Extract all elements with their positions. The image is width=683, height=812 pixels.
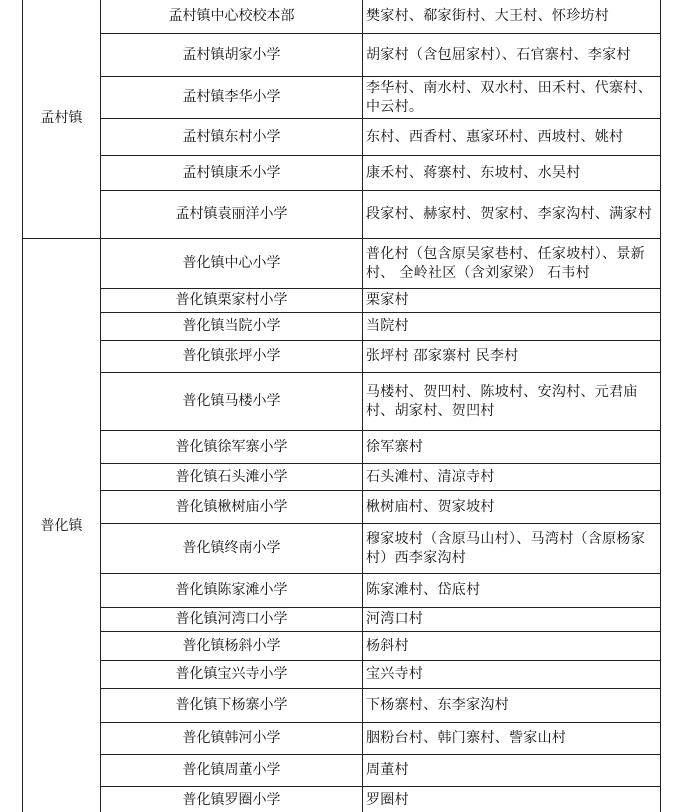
school-name-cell: 孟村镇李华小学 [101, 77, 363, 119]
table-row [23, 524, 661, 574]
service-area-cell: 樊家村、郗家街村、大王村、怀珍坊村 [363, 0, 661, 34]
table-row [23, 119, 661, 156]
school-name-cell: 普化镇栗家村小学 [101, 289, 363, 313]
table-row [23, 239, 661, 289]
table-row [23, 755, 661, 787]
table-row [23, 0, 661, 34]
table-row [23, 373, 661, 431]
table-row [23, 689, 661, 723]
table-row [23, 431, 661, 464]
service-area-cell: 罗圈村 [363, 787, 661, 812]
table-row [23, 723, 661, 755]
service-area-cell: 李华村、南水村、双水村、田禾村、代寨村、中云村。 [363, 77, 661, 119]
town-name-cell: 孟村镇 [23, 0, 101, 239]
table-row [23, 313, 661, 341]
school-name-cell: 普化镇石头滩小学 [101, 464, 363, 491]
service-area-cell: 马楼村、贺凹村、陈坡村、安沟村、元君庙村、胡家村、贺凹村 [363, 373, 661, 431]
service-area-cell: 胭粉台村、韩门寨村、訾家山村 [363, 723, 661, 755]
table-row [23, 77, 661, 119]
service-area-cell: 徐军寨村 [363, 431, 661, 464]
table-row [23, 191, 661, 239]
service-area-cell: 陈家滩村、岱底村 [363, 574, 661, 608]
table-row [23, 156, 661, 191]
service-area-cell: 栗家村 [363, 289, 661, 313]
school-name-cell: 普化镇当院小学 [101, 313, 363, 341]
service-area-cell: 胡家村（含包屈家村）、石官寨村、李家村 [363, 34, 661, 77]
service-area-cell: 周董村 [363, 755, 661, 787]
service-area-cell: 普化村（包含原吴家巷村、任家坡村）、景新村、 全岭社区（含刘家梁） 石韦村 [363, 239, 661, 289]
school-name-cell: 普化镇周董小学 [101, 755, 363, 787]
school-name-cell: 普化镇中心小学 [101, 239, 363, 289]
service-area-cell: 东村、西香村、惠家环村、西坡村、姚村 [363, 119, 661, 156]
table-body [23, 0, 661, 812]
school-name-cell: 普化镇陈家滩小学 [101, 574, 363, 608]
school-name-cell: 普化镇马楼小学 [101, 373, 363, 431]
school-name-cell: 孟村镇中心校校本部 [101, 0, 363, 34]
service-area-cell: 河湾口村 [363, 608, 661, 632]
school-name-cell: 普化镇楸树庙小学 [101, 491, 363, 524]
table-row [23, 341, 661, 373]
table-row [23, 491, 661, 524]
school-name-cell: 普化镇终南小学 [101, 524, 363, 574]
school-name-cell: 孟村镇康禾小学 [101, 156, 363, 191]
service-area-cell: 下杨寨村、东李家沟村 [363, 689, 661, 723]
school-name-cell: 普化镇河湾口小学 [101, 608, 363, 632]
service-area-cell: 宝兴寺村 [363, 661, 661, 689]
table-row [23, 632, 661, 661]
school-name-cell: 孟村镇东村小学 [101, 119, 363, 156]
school-name-cell: 普化镇杨斜小学 [101, 632, 363, 661]
table-row [23, 608, 661, 632]
school-name-cell: 孟村镇胡家小学 [101, 34, 363, 77]
school-district-table [22, 0, 661, 812]
table-row [23, 574, 661, 608]
table-row [23, 787, 661, 812]
school-name-cell: 普化镇罗圈小学 [101, 787, 363, 812]
table-row [23, 661, 661, 689]
school-name-cell: 普化镇徐军寨小学 [101, 431, 363, 464]
school-name-cell: 普化镇韩河小学 [101, 723, 363, 755]
service-area-cell: 穆家坡村（含原马山村）、马湾村（含原杨家村）西李家沟村 [363, 524, 661, 574]
school-name-cell: 普化镇宝兴寺小学 [101, 661, 363, 689]
school-name-cell: 孟村镇袁丽洋小学 [101, 191, 363, 239]
service-area-cell: 康禾村、蒋寨村、东坡村、水吴村 [363, 156, 661, 191]
school-name-cell: 普化镇下杨寨小学 [101, 689, 363, 723]
table-row [23, 34, 661, 77]
table-row [23, 464, 661, 491]
service-area-cell: 段家村、赫家村、贺家村、李家沟村、满家村 [363, 191, 661, 239]
service-area-cell: 楸树庙村、贺家坡村 [363, 491, 661, 524]
service-area-cell: 当院村 [363, 313, 661, 341]
town-name-cell: 普化镇 [23, 239, 101, 812]
service-area-cell: 石头滩村、清凉寺村 [363, 464, 661, 491]
service-area-cell: 张坪村 邵家寨村 民李村 [363, 341, 661, 373]
service-area-cell: 杨斜村 [363, 632, 661, 661]
table-row [23, 289, 661, 313]
school-name-cell: 普化镇张坪小学 [101, 341, 363, 373]
